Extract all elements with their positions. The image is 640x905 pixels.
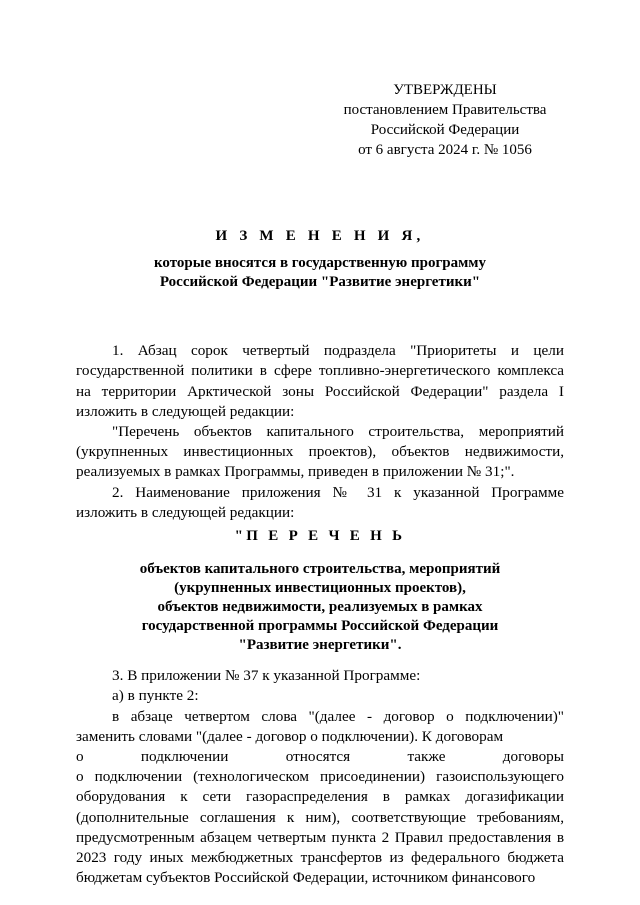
spread-word: подключении: [140, 748, 229, 766]
list-title-line-5: "Развитие энергетики".: [238, 637, 402, 654]
approval-line-2: Российской Федерации: [370, 122, 520, 138]
item-3a-paragraph-part-2: о подключении (технологическом присоединении) газоиспользующего оборудования к сети газораспределения в рамках догазификации (дополнительные соглашения к ним), соответствующие требованиям, предусмотренным абзацем четвертым пункта 2 Правил предоставления в 2023 году иных межбюджетных трансфертов из федерального бюджета бюджетам субъектов Российской Федерации, источником финансового: [76, 768, 564, 887]
spread-word: также: [407, 748, 446, 766]
approval-heading: УТВЕРЖДЕНЫ: [393, 82, 497, 98]
subtitle-line-2: Российской Федерации "Развитие энергетики": [159, 274, 481, 291]
document-body: [76, 226, 564, 888]
item-3a: а) в пункте 2:: [112, 687, 199, 705]
list-title-line-1: объектов капитального строительства, мероприятий: [139, 561, 501, 578]
list-title-line-4: государственной программы Российской Федерации: [141, 618, 499, 635]
list-heading: "П Е Р Е Ч Е Н Ь: [234, 528, 406, 545]
subtitle-line-1: которые вносятся в государственную программу: [153, 255, 487, 272]
document-title: И З М Е Н Е Н И Я,: [215, 228, 425, 244]
item-3a-paragraph-part-1: в абзаце четвертом слова "(далее - договор о подключении)" заменить словами "(далее - договор о подключении). К договорам: [76, 707, 564, 745]
approval-line-3: от 6 августа 2024 г. № 1056: [358, 142, 532, 158]
item-3a-spread-line: [76, 747, 564, 767]
approval-line-1: постановлением Правительства: [343, 102, 547, 118]
spread-word: относятся: [285, 748, 351, 766]
item-1-quote: "Перечень объектов капитального строительства, мероприятий (укрупненных инвестиционных проектов), объектов недвижимости, реализуемых в рамках Программы, приведен в приложении № 31;".: [76, 423, 564, 481]
item-3: 3. В приложении № 37 к указанной Программе:: [112, 667, 421, 685]
document-subtitle: [76, 254, 564, 292]
list-title: [76, 560, 564, 655]
item-1: 1. Абзац сорок четвертый подраздела "Приоритеты и цели государственной политики в сфере топливно-энергетического комплекса на территории Арктической зоны Российской Федерации" раздела I изложить в следующей редакции:: [76, 342, 564, 420]
spread-word: о: [76, 748, 84, 766]
list-title-line-2: (укрупненных инвестиционных проектов),: [174, 580, 466, 597]
approval-stamp: [325, 80, 565, 160]
item-2: 2. Наименование приложения № 31 к указанной Программе изложить в следующей редакции:: [76, 483, 564, 521]
list-title-line-3: объектов недвижимости, реализуемых в рамках: [157, 599, 483, 616]
spread-word: договоры: [502, 748, 564, 766]
